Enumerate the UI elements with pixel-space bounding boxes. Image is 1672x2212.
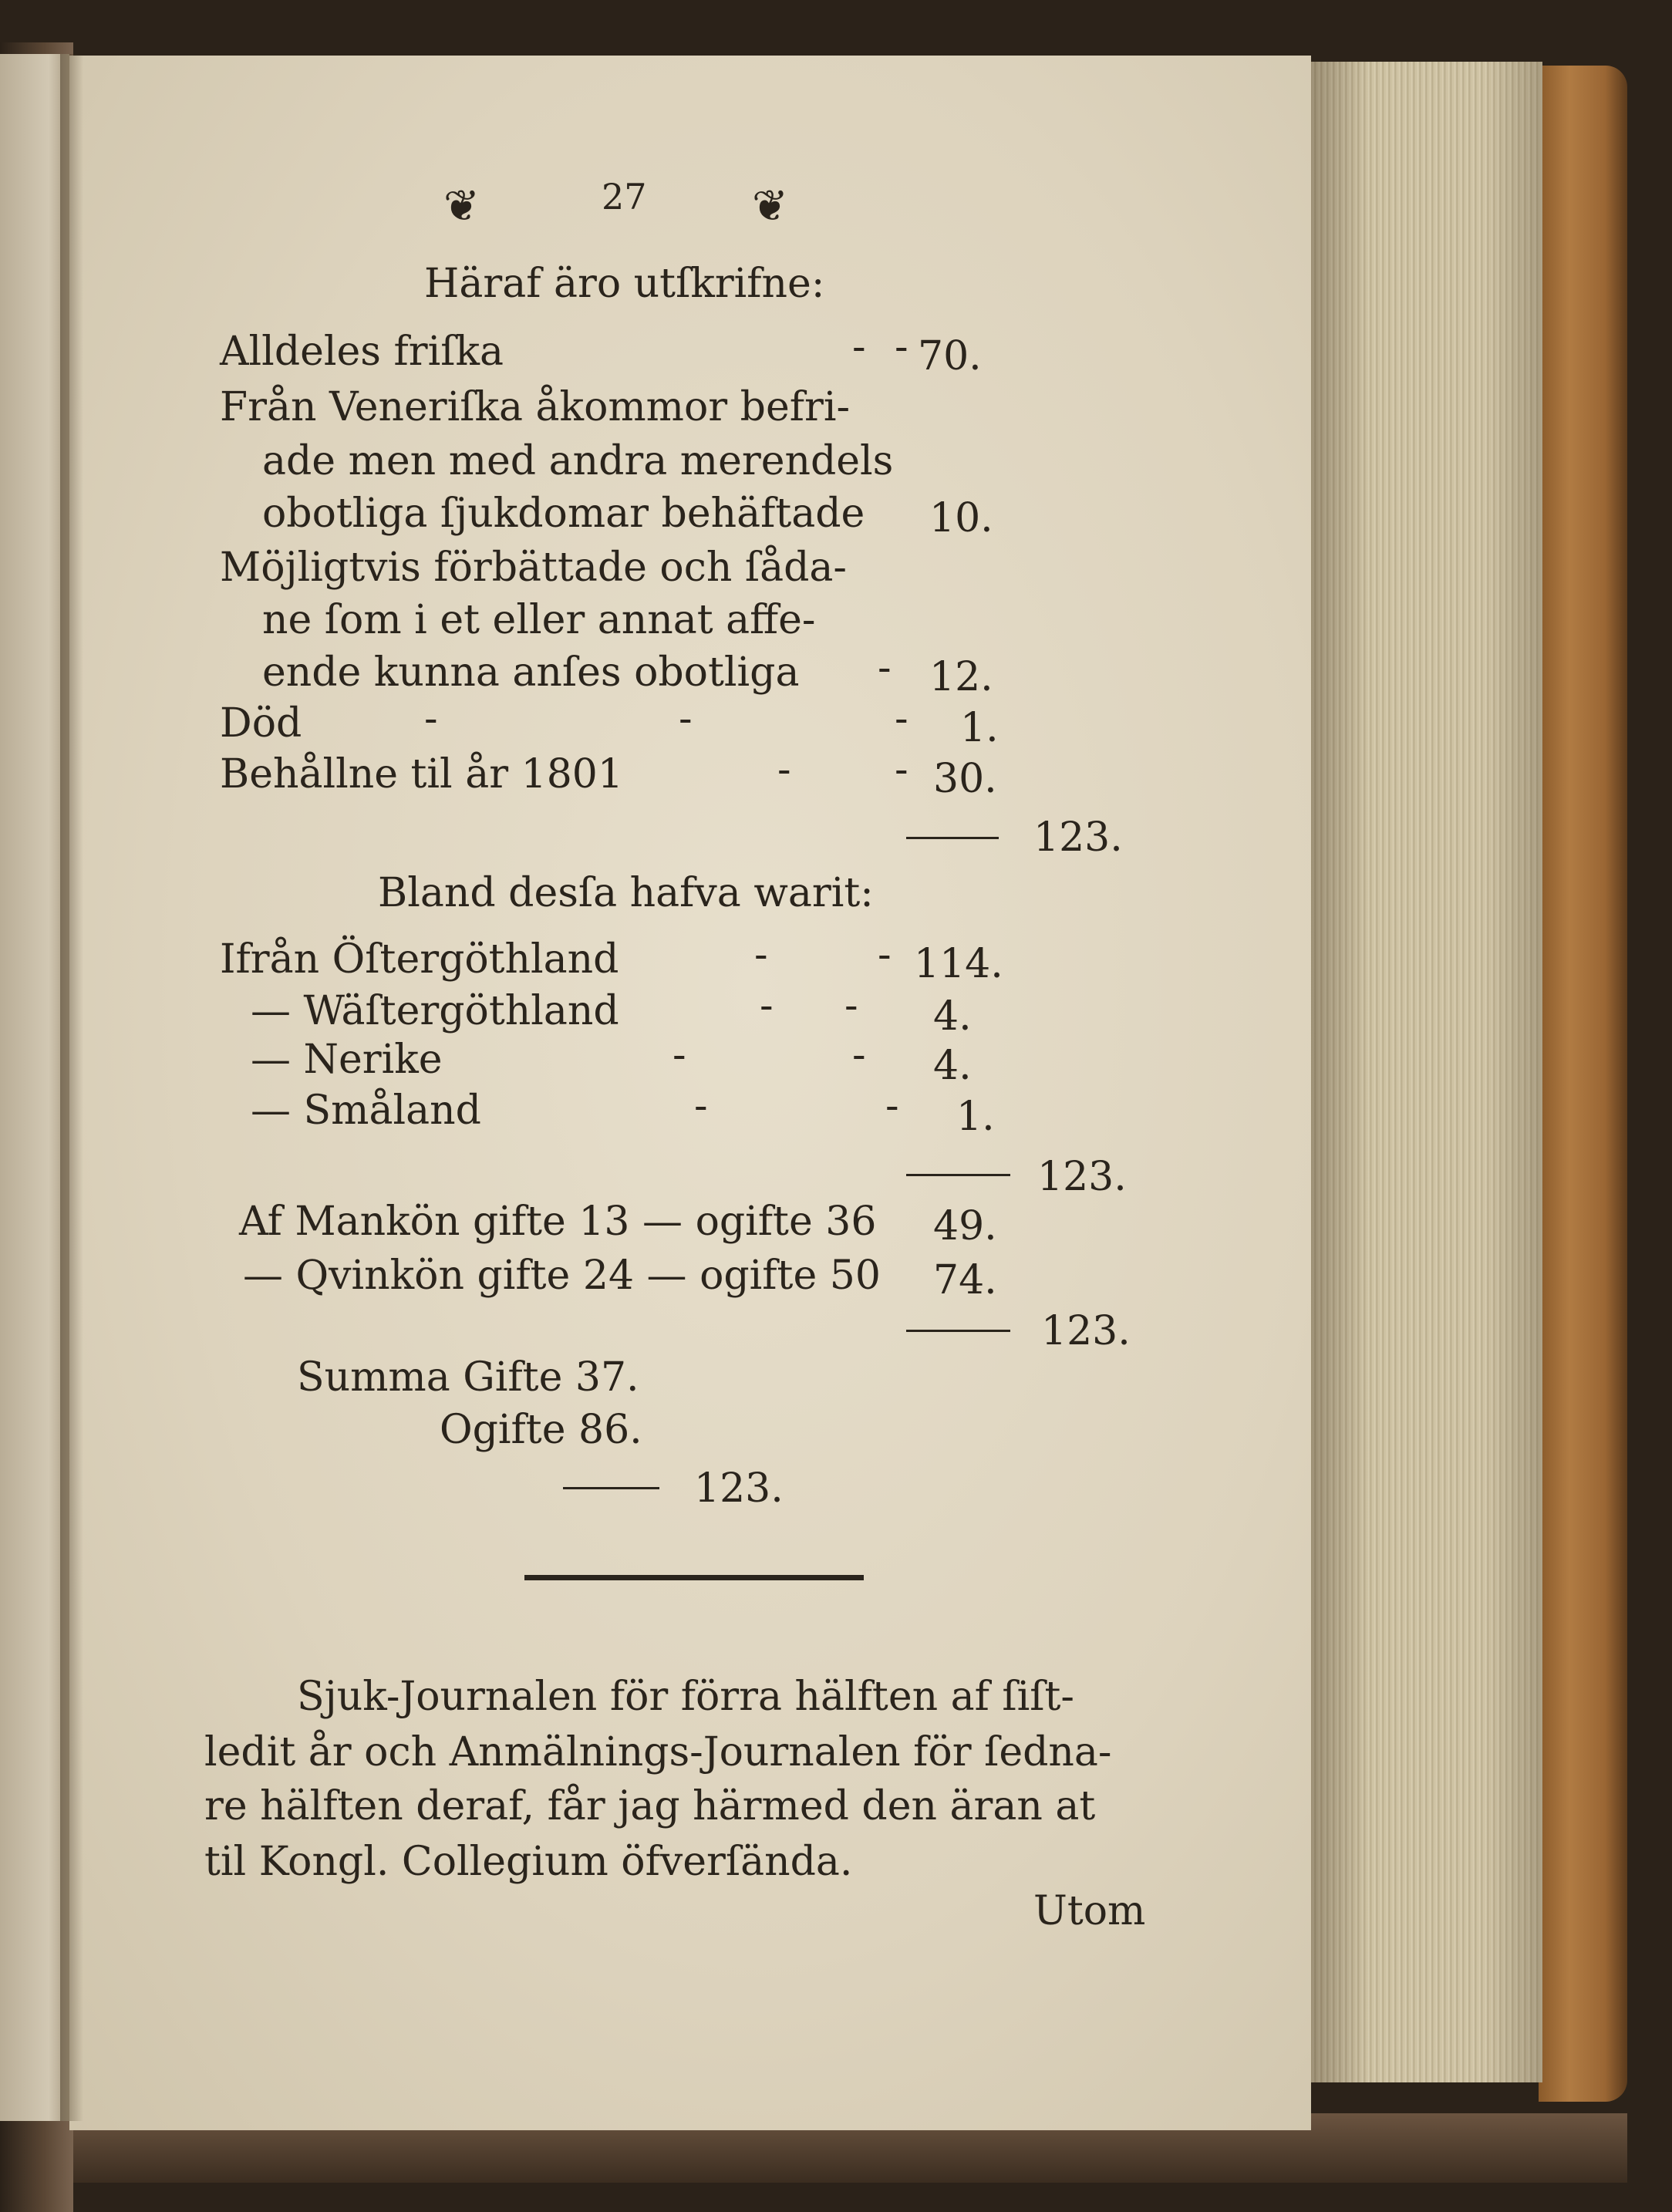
row-label: — Småland [251,1087,481,1134]
leader-dot: - [424,696,438,742]
row-value: 1. [956,1094,995,1140]
paragraph-line: til Kongl. Collegium öfverſända. [204,1839,853,1885]
leader-dot: - [673,1032,686,1078]
book-cover-right [1539,66,1627,2102]
catchword: Utom [1033,1888,1146,1934]
row-label: — Wäſtergöthland [251,988,619,1034]
leader-dot: - [895,696,908,742]
leader-dot: - [760,983,774,1029]
leader-dot: - [895,747,908,793]
row-value: 114. [914,941,1003,987]
page-number: 27 [602,176,647,217]
row-value: 1. [960,705,999,751]
ornament-left-icon: ❦ [443,181,480,231]
leader-dot: - [878,645,892,691]
row-label: Alldeles friſka [220,329,504,375]
row-label: Möjligtvis förbättade och ſåda- [220,545,847,591]
leader-dot: - [852,1032,866,1078]
row-label: Behållne til år 1801 [220,751,623,797]
row-value: 4. [933,993,972,1040]
total-value: 123. [694,1465,784,1512]
row-label: Ifrån Öſtergöthland [220,936,619,983]
sum-rule [906,1330,1010,1332]
ornament-right-icon: ❦ [752,181,788,231]
row-value: 12. [929,654,993,700]
sum-rule [906,837,999,839]
row-value: 30. [933,756,997,802]
row-value: 4. [933,1043,972,1089]
row-value: 70. [918,333,982,379]
leader-dot: - [895,324,908,370]
summa-line: Summa Gifte 37. [297,1354,639,1401]
row-label: Från Veneriſka åkommor befri- [220,384,851,430]
paragraph-line: ledit år och Anmälnings-Journalen för ſedna- [204,1729,1112,1775]
row-value: 10. [929,495,993,541]
leader-dot: - [852,324,866,370]
section-heading: Bland desſa hafva warit: [378,870,874,916]
row-label: ne ſom i et eller annat affe- [262,597,816,643]
leader-dot: - [679,696,693,742]
row-value: 49. [933,1203,997,1249]
row-label: — Qvinkön gifte 24 — ogifte 50 [243,1253,881,1299]
section-divider [524,1575,864,1580]
leader-dot: - [844,983,858,1029]
row-label: obotliga ſjukdomar behäftade [262,491,865,537]
row-label: ende kunna anſes obotliga [262,649,800,696]
paragraph-line: Sjuk-Journalen för förra hälften af ſiſt- [297,1674,1074,1720]
row-value: 74. [933,1257,997,1303]
sum-rule [906,1174,1010,1176]
leader-dot: - [754,932,768,978]
leader-dot: - [694,1083,708,1129]
paragraph-line: re hälften deraf, får jag härmed den äran at [204,1783,1096,1829]
sum-rule [563,1487,659,1489]
page-edges-shadow [1311,62,1542,2082]
row-label: Död [220,700,302,747]
row-label: Af Mankön gifte 13 — ogifte 36 [239,1199,877,1245]
total-value: 123. [1037,1154,1127,1200]
spine-shadow [60,54,83,2121]
leader-dot: - [878,932,892,978]
total-value: 123. [1033,814,1123,861]
leader-dot: - [777,747,791,793]
summa-line: Ogifte 86. [440,1407,642,1453]
section-heading: Häraf äro utſkrifne: [424,261,825,307]
facing-page-edge [0,54,69,2121]
leader-dot: - [885,1083,899,1129]
row-label: ade men med andra merendels [262,438,894,484]
row-label: — Nerike [251,1037,443,1083]
total-value: 123. [1041,1308,1131,1354]
